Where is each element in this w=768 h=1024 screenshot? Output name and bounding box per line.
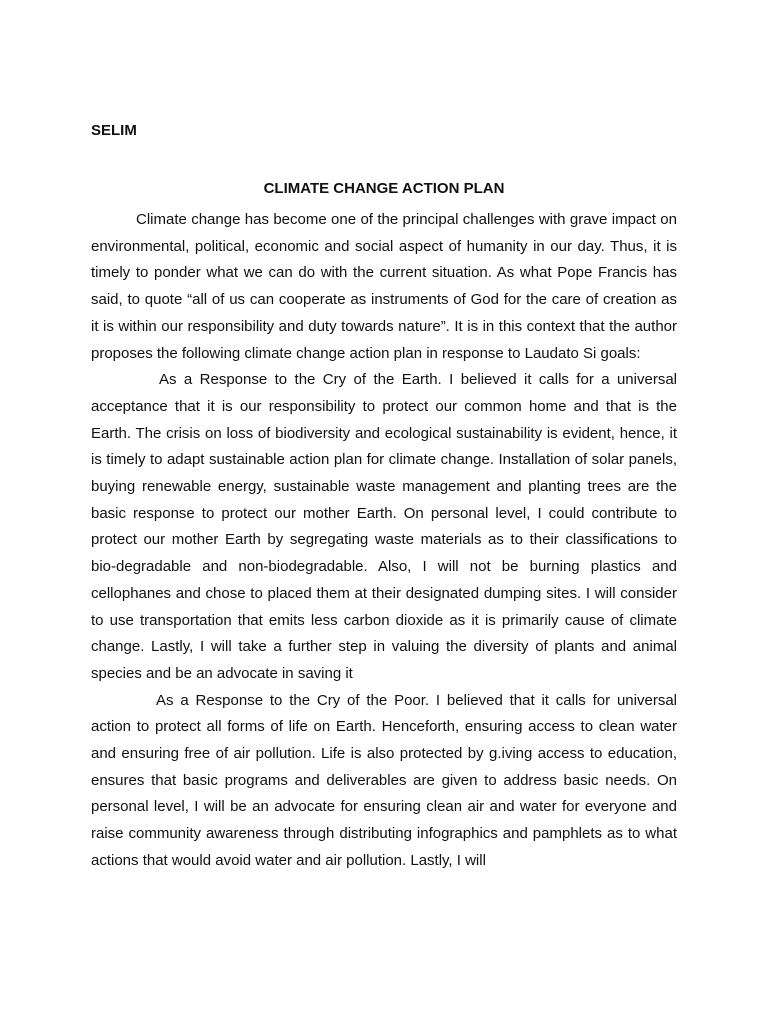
author-name: SELIM bbox=[91, 122, 137, 139]
document-title: CLIMATE CHANGE ACTION PLAN bbox=[263, 180, 505, 197]
paragraph-cry-of-the-poor: As a Response to the Cry of the Poor. I believed that it calls for universal action to protect all forms of life on Earth. Henceforth, ensuring access to clean water and ensuring free of air pollution. Life is also protected by g.iving access to education, ensures that basic programs and deliverables are given to address basic needs. On personal level, I will be an advocate for ensuring clean air and water for everyone and raise community awareness through distributing infographics and pamphlets as to what actions that would avoid water and air pollution. Lastly, I will bbox=[91, 691, 677, 869]
paragraph-introduction: Climate change has become one of the principal challenges with grave impact on environmental, political, economic and social aspect of humanity in our day. Thus, it is timely to ponder what we can do with the current situation. As what Pope Francis has said, to quote “all of us can cooperate as instruments of God for the care of creation as it is within our responsibility and duty towards nature”. It is in this context that the author proposes the following climate change action plan in response to Laudato Si goals: bbox=[91, 211, 677, 362]
paragraph-cry-of-the-earth: As a Response to the Cry of the Earth. I believed it calls for a universal acceptance that it is our responsibility to protect our common home and that is the Earth. The crisis on loss of biodiversity and ecological sustainability is evident, hence, it is timely to adapt sustainable action plan for climate change. Installation of solar panels, buying renewable energy, sustainable waste management and planting trees are the basic response to protect our mother Earth. On personal level, I could contribute to protect our mother Earth by segregating waste materials as to their classifications to bio-degradable and non-biodegradable. Also, I will not be burning plastics and cellophanes and chose to placed them at their designated dumping sites. I will consider to use transportation that emits less carbon dioxide as it is primarily cause of climate change. Lastly, I will take a further step in valuing the diversity of plants and animal species and be an advocate in saving it bbox=[91, 371, 677, 682]
document-body bbox=[91, 207, 677, 875]
